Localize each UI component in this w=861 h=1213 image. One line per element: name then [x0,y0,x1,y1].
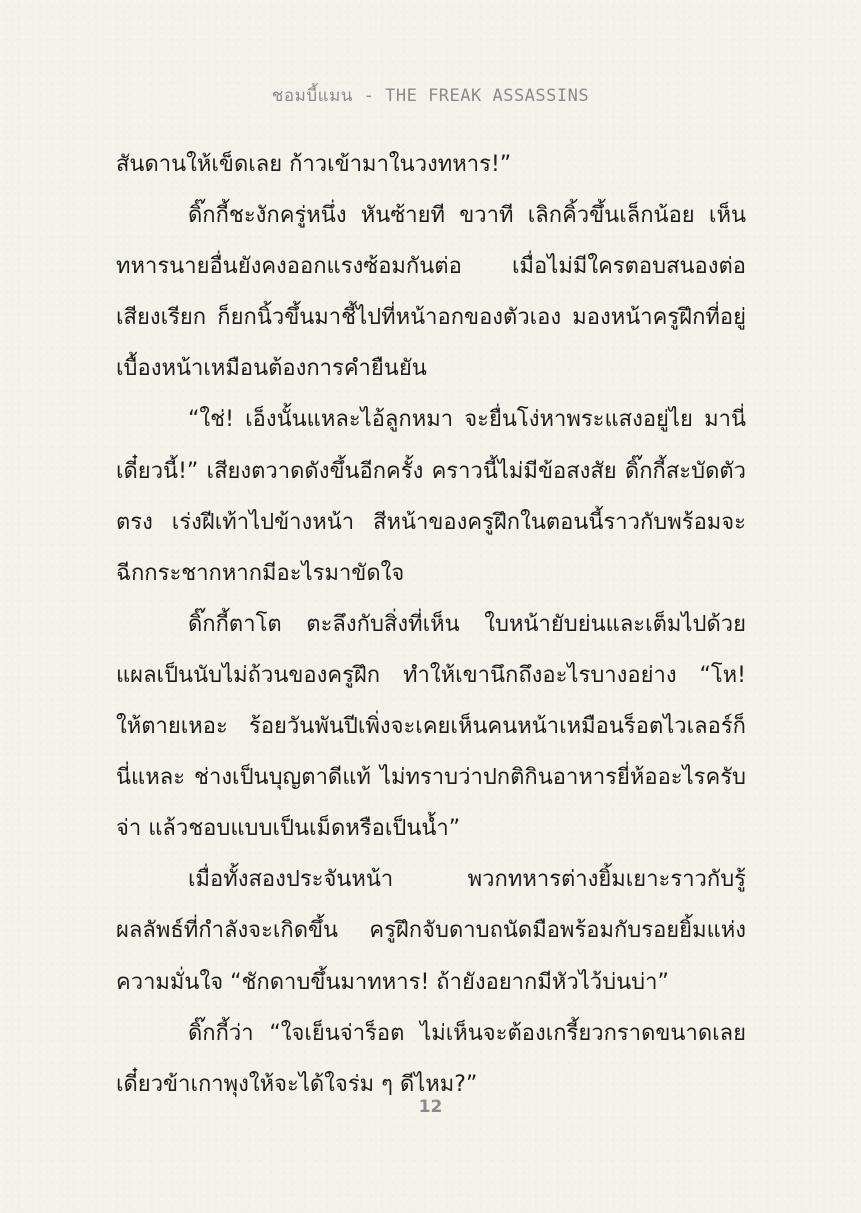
running-header: ชอมบี้แมน - THE FREAK ASSASSINS [271,86,590,106]
paragraph: ดิ๊กกี้ตาโต ตะลึงกับสิ่งที่เห็น ใบหน้ายับย่นและเต็มไปด้วยแผลเป็นนับไม่ถ้วนของครูฝึก ทำให้เขานึกถึงอะไรบางอย่าง “โห! ให้ตายเหอะ ร้อยวันพันปีเพิ่งจะเคยเห็นคนหน้าเหมือนร็อตไวเลอร์ก็นี่แหละ ช่างเป็นบุญตาดีแท้ ไม่ทราบว่าปกติกินอาหารยี่ห้ออะไรครับจ่า แล้วชอบแบบเป็นเม็ดหรือเป็นน้ำ” [116,611,746,842]
story-text [116,139,746,1110]
paragraph: “ใช่! เอ็งนั้นแหละไอ้ลูกหมา จะยื่นโง่หาพระแสงอยู่ไย มานี่เดี๋ยวนี้!” เสียงตวาดดังขึ้นอีกครั้ง คราวนี้ไม่มีข้อสงสัย ดิ๊กกี้สะบัดตัวตรง เร่งฝีเท้าไปข้างหน้า สีหน้าของครูฝึกในตอนนี้ราวกับพร้อมจะฉีกกระชากหากมีอะไรมาขัดใจ [116,407,746,586]
paragraph: ดิ๊กกี้ชะงักครู่หนึ่ง หันซ้ายที ขวาที เลิกคิ้วขึ้นเล็กน้อย เห็นทหารนายอื่นยังคงออกแรงซ้อมกันต่อ เมื่อไม่มีใครตอบสนองต่อเสียงเรียก ก็ยกนิ้วขึ้นมาชี้ไปที่หน้าอกของตัวเอง มองหน้าครูฝึกที่อยู่เบื้องหน้าเหมือนต้องการคำยืนยัน [116,203,746,382]
paragraph: ดิ๊กกี้ว่า “ใจเย็นจ่าร็อต ไม่เห็นจะต้องเกรี้ยวกราดขนาดเลย เดี๋ยวข้าเกาพุงให้จะได้ใจร่ม ๆ ดีไหม?” [116,1020,746,1097]
paragraph: เมื่อทั้งสองประจันหน้า พวกทหารต่างยิ้มเยาะราวกับรู้ผลลัพธ์ที่กำลังจะเกิดขึ้น ครูฝึกจับดาบถนัดมือพร้อมกับรอยยิ้มแห่งความมั่นใจ “ชักดาบขึ้นมาทหาร! ถ้ายังอยากมีหัวไว้บ่นบ่า” [116,867,746,995]
page-number: 12 [418,1097,443,1117]
paragraph-continuation: สันดานให้เข็ดเลย ก้าวเข้ามาในวงทหาร!” [116,152,512,177]
